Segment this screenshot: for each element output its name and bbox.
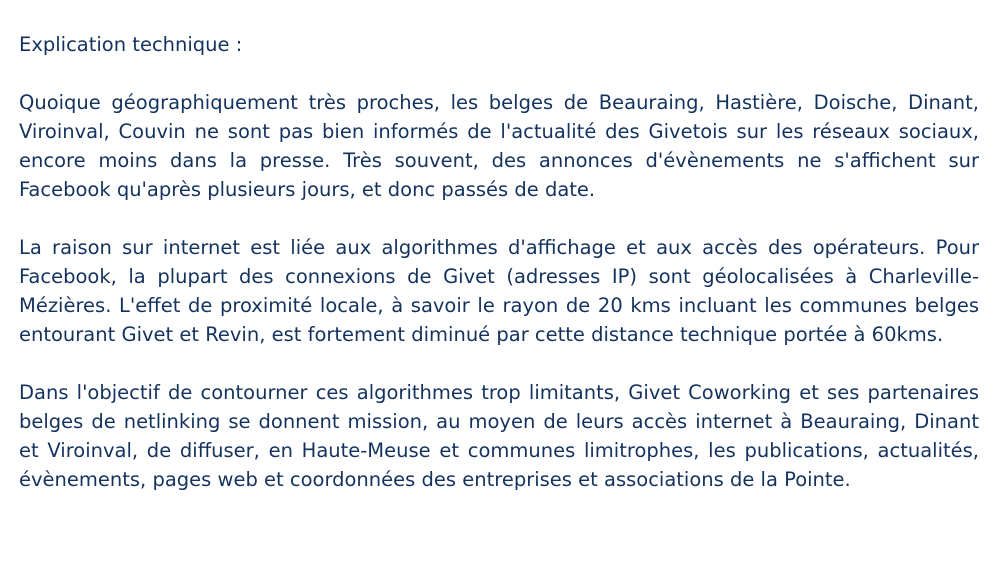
paragraph-mission: Dans l'objectif de contourner ces algorithmes trop limitants, Givet Coworking et ses partenaires belges de netlinking se donnent mission, au moyen de leurs accès internet à Beauraing, Dinant et Viroinval, de diffuser, en Haute-Meuse et communes limitrophes, les publications, actualités, évènements, pages web et coordonnées des entreprises et associations de la Pointe. — [19, 381, 979, 491]
paragraph-proximity: Quoique géographiquement très proches, les belges de Beauraing, Hastière, Doische, Dinant, Viroinval, Couvin ne sont pas bien informés de l'actualité des Givetois sur les réseaux sociaux, encore moins dans la presse. Très souvent, des annonces d'évènements ne s'affichent sur Facebook qu'après plusieurs jours, et donc passés de date. — [19, 91, 979, 201]
section-heading: Explication technique : — [19, 33, 243, 56]
technical-explanation — [19, 30, 979, 523]
paragraph-algorithms: La raison sur internet est liée aux algorithmes d'affichage et aux accès des opérateurs. Pour Facebook, la plupart des connexions de Givet (adresses IP) sont géolocalisées à Charleville-Mézières. L'effet de proximité locale, à savoir le rayon de 20 kms incluant les communes belges entourant Givet et Revin, est fortement diminué par cette distance technique portée à 60kms. — [19, 236, 979, 346]
